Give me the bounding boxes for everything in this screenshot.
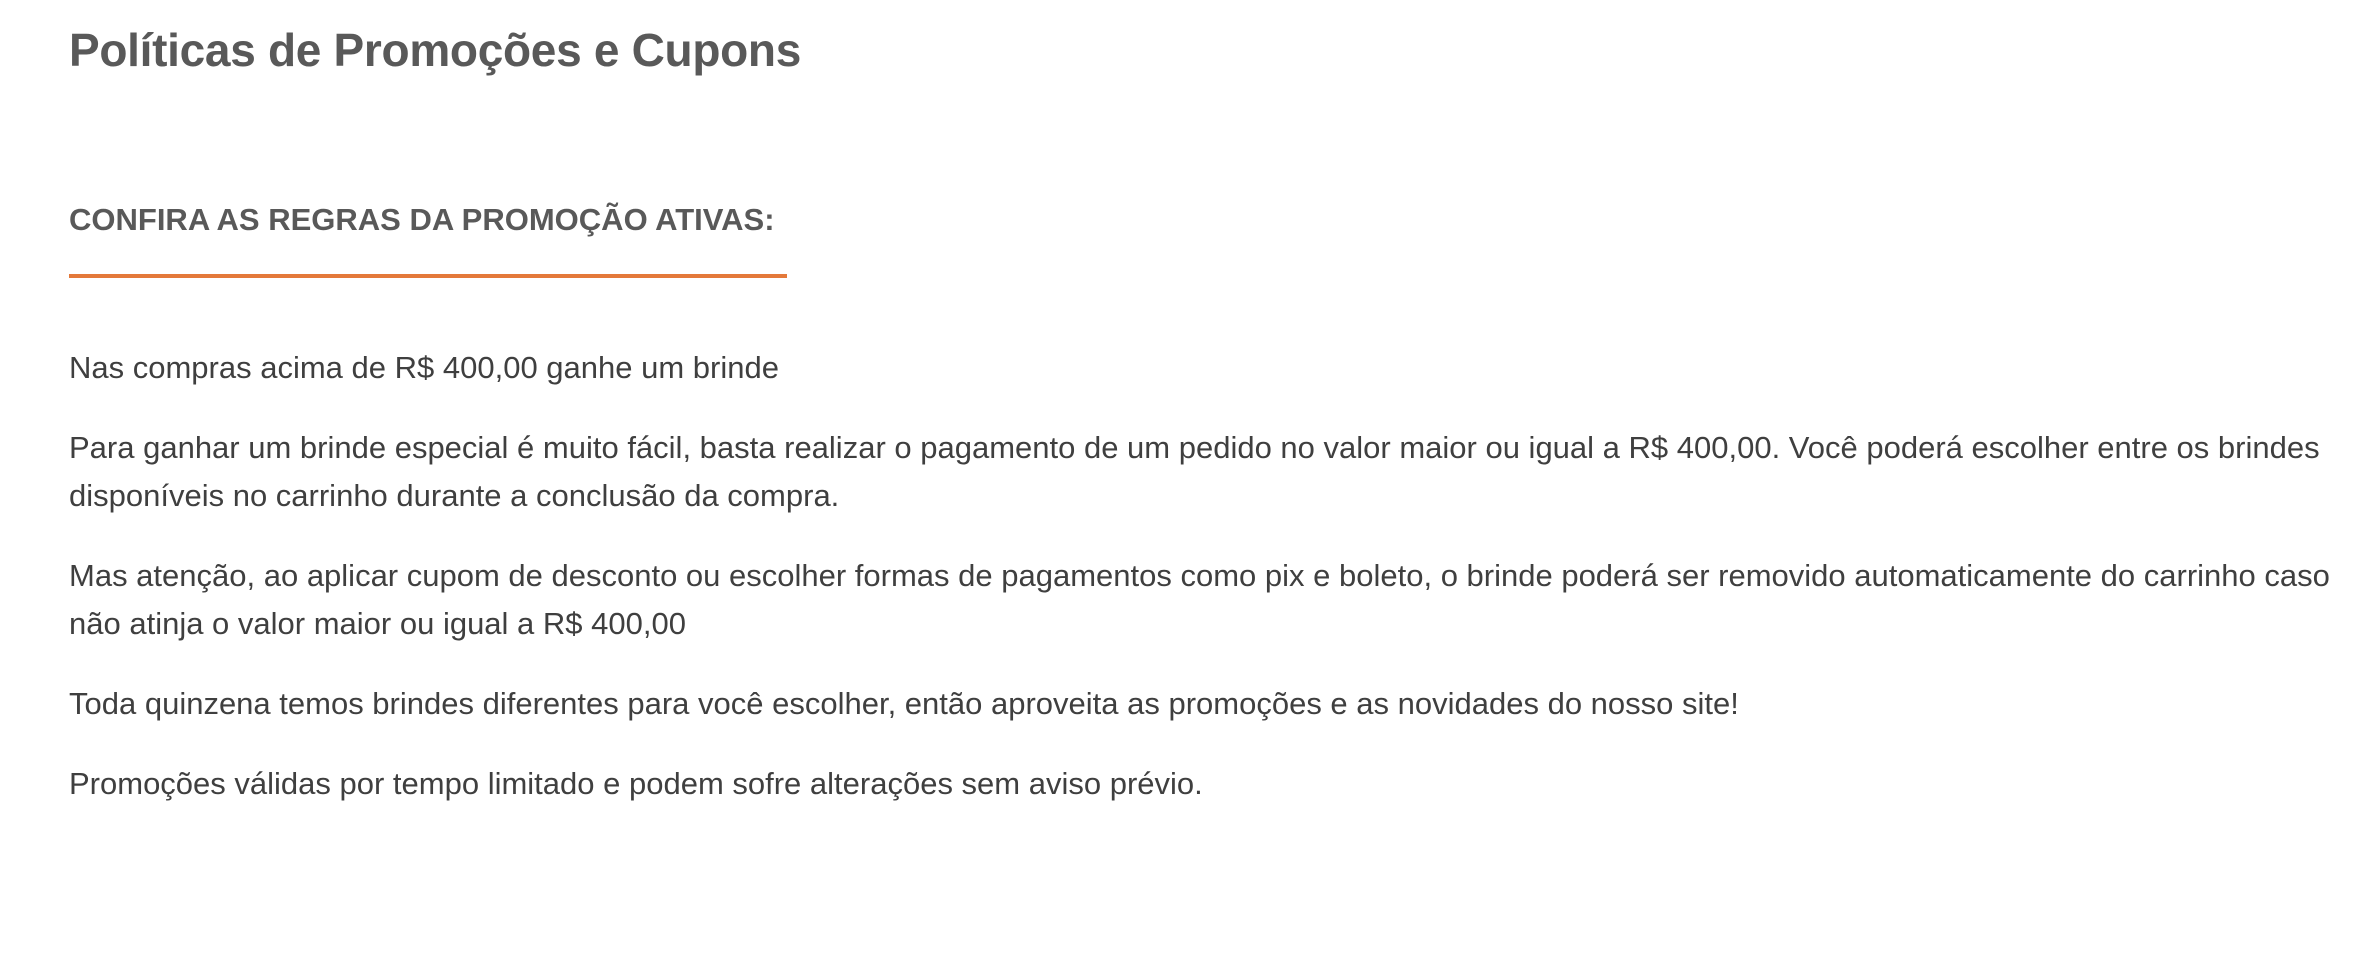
page-title: Políticas de Promoções e Cupons xyxy=(69,24,802,76)
paragraph-coupon-warning: Mas atenção, ao aplicar cupom de desconto ou escolher formas de pagamentos como pix e boleto, o brinde poderá ser removido automaticamente do carrinho caso não atinja o valor maior ou igual a R$ 400,00 xyxy=(69,558,2330,641)
paragraph-biweekly-gifts: Toda quinzena temos brindes diferentes para você escolher, então aproveita as promoções e as novidades do nosso site! xyxy=(69,686,1739,721)
paragraph-how-to-get-gift: Para ganhar um brinde especial é muito fácil, basta realizar o pagamento de um pedido no valor maior ou igual a R$ 400,00. Você poderá escolher entre os brindes disponíveis no carrinho durante a conclusão da compra. xyxy=(69,430,2320,513)
policy-content xyxy=(69,344,2331,840)
heading-underline-divider xyxy=(69,274,787,278)
paragraph-limited-time-notice: Promoções válidas por tempo limitado e podem sofre alterações sem aviso prévio. xyxy=(69,766,1203,801)
paragraph-free-gift-threshold: Nas compras acima de R$ 400,00 ganhe um brinde xyxy=(69,350,779,385)
section-heading: CONFIRA AS REGRAS DA PROMOÇÃO ATIVAS: xyxy=(69,202,775,237)
